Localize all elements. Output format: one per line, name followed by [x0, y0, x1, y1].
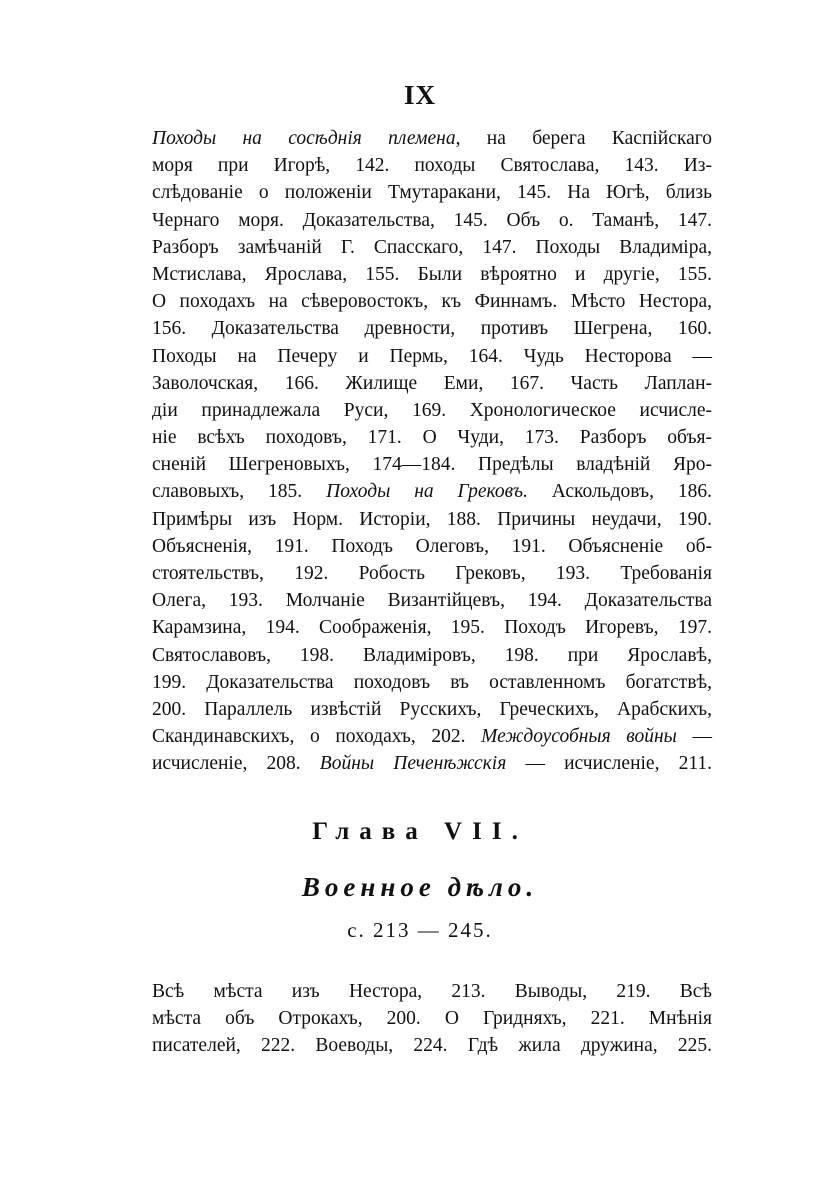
- text-line: Олега, 193. Молчаніе Византійцевъ, 194. Доказательства: [152, 590, 712, 612]
- text-line: Походы на Печеру и Пермь, 164. Чудь Несторова —: [152, 345, 712, 367]
- text-line: моря при Игорѣ, 142. походы Святослава, 143. Из-: [152, 155, 712, 177]
- italic-phrase: Походы на Грековъ.: [326, 481, 528, 503]
- text-line: Святославовъ, 198. Владиміровъ, 198. при Ярославѣ,: [152, 644, 712, 666]
- text-line: слѣдованіе о положеніи Тмутаракани, 145. На Югѣ, близь: [152, 182, 712, 204]
- text-line: 199. Доказательства походовъ въ оставленномъ богатствѣ,: [152, 671, 712, 693]
- text-line: [152, 125, 712, 152]
- text-line: Карамзина, 194. Соображенія, 195. Походъ Игоревъ, 197.: [152, 617, 712, 639]
- text-line: Мстислава, Ярослава, 155. Были вѣроятно и другіе, 155.: [152, 263, 712, 285]
- text-line: Всѣ мѣста изъ Нестора, 213. Выводы, 219. Всѣ: [152, 981, 712, 1002]
- line-text: — исчисленіе, 211.: [525, 753, 713, 775]
- chapter-page-range: с. 213 — 245.: [347, 918, 493, 942]
- toc-paragraph-2: [152, 978, 712, 1060]
- line-text: Скандинавскихъ, о походахъ, 202.: [152, 726, 466, 748]
- text-line: діи принадлежала Руси, 169. Хронологическое исчисле-: [152, 399, 712, 421]
- italic-phrase: Походы на сосѣднія племена: [152, 128, 456, 149]
- text-line: Разборъ замѣчаній Г. Спасскаго, 147. Походы Владиміра,: [152, 236, 712, 258]
- text-line: Чернаго моря. Доказательства, 145. Объ о. Таманѣ, 147.: [152, 209, 712, 231]
- text-line: стоятельствъ, 192. Робость Грековъ, 193. Требованія: [152, 563, 712, 584]
- line-text: Аскольдовъ, 186.: [551, 481, 713, 503]
- chapter-heading: Глава VII.: [312, 818, 528, 845]
- text-line: ніе всѣхъ походовъ, 171. О Чуди, 173. Разборъ объя-: [152, 427, 712, 449]
- text-line: 200. Параллель извѣстій Русскихъ, Греческихъ, Арабскихъ,: [152, 698, 712, 720]
- line-text: славовыхъ, 185.: [152, 481, 303, 503]
- italic-phrase: Междоусобныя войны: [481, 726, 677, 748]
- line-text: исчисленіе, 208.: [152, 753, 301, 775]
- text-line: [152, 723, 712, 750]
- page-number: IX: [403, 80, 436, 110]
- toc-paragraph-1: [152, 125, 712, 778]
- text-line: О походахъ на сѣверовостокъ, къ Финнамъ. Мѣсто Нестора,: [152, 291, 712, 313]
- text-line: [152, 478, 712, 505]
- line-text: , на берега Каспійскаго: [455, 128, 712, 149]
- text-line: 156. Доказательства древности, противъ Шегрена, 160.: [152, 318, 712, 340]
- chapter-title: Военное дѣло.: [301, 872, 539, 902]
- text-line: писателей, 222. Воеводы, 224. Гдѣ жила дружина, 225.: [152, 1035, 712, 1057]
- text-line: Заволочская, 166. Жилище Еми, 167. Часть Лаплан-: [152, 372, 712, 394]
- text-line: Объясненія, 191. Походъ Олеговъ, 191. Объясненіе об-: [152, 535, 712, 557]
- text-line: [152, 750, 712, 777]
- text-line: сненій Шегреновыхъ, 174—184. Предѣлы владѣній Яро-: [152, 454, 712, 476]
- text-line: мѣста объ Отрокахъ, 200. О Гридняхъ, 221. Мнѣнія: [152, 1008, 712, 1030]
- italic-phrase: Войны Печенѣжскія: [319, 753, 507, 775]
- text-line: Примѣры изъ Норм. Исторіи, 188. Причины неудачи, 190.: [152, 508, 712, 530]
- line-text: —: [692, 726, 713, 748]
